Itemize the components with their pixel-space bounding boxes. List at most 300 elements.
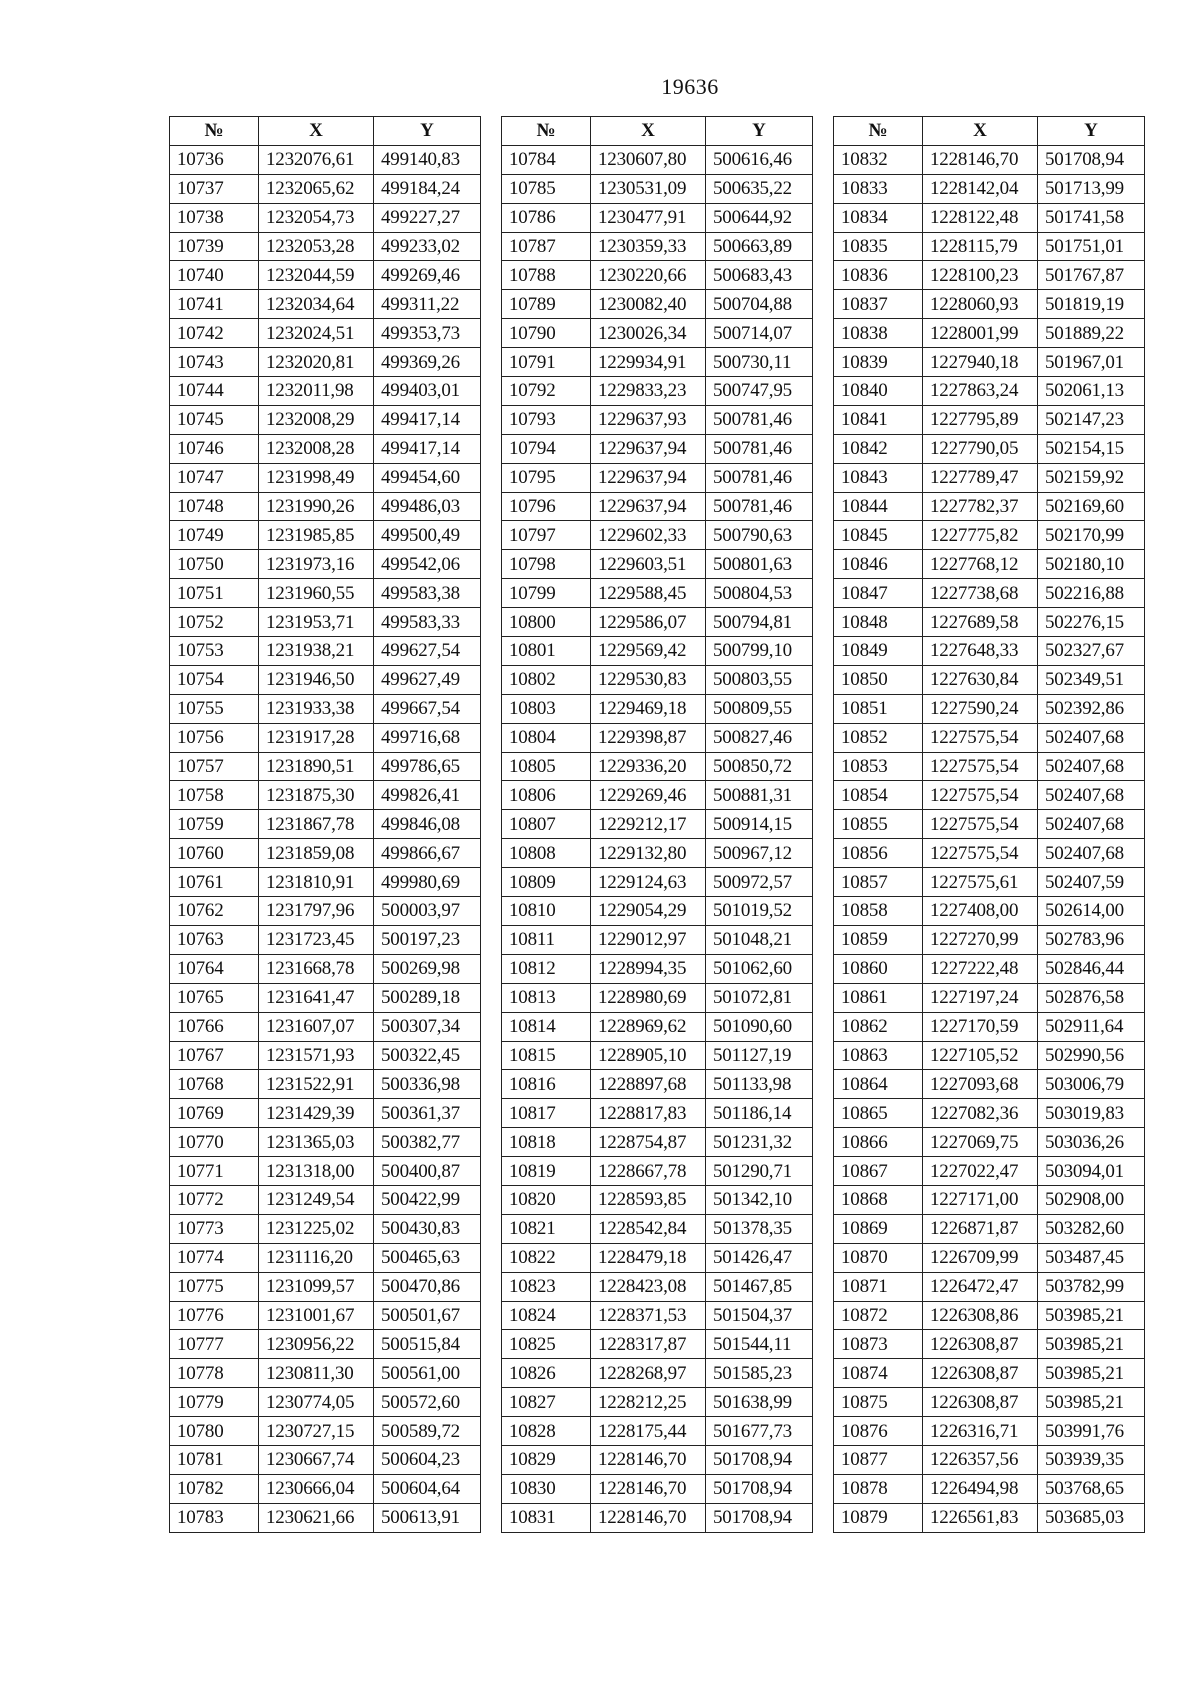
- point-number: 10767: [170, 1041, 259, 1070]
- x-coordinate: 1226308,87: [923, 1388, 1038, 1417]
- y-coordinate: 500914,15: [706, 810, 813, 839]
- x-coordinate: 1228142,04: [923, 174, 1038, 203]
- y-coordinate: 501889,22: [1038, 319, 1145, 348]
- table-row: [170, 463, 481, 492]
- x-coordinate: 1229124,63: [591, 868, 706, 897]
- y-coordinate: 499184,24: [374, 174, 481, 203]
- point-number: 10862: [834, 1012, 923, 1041]
- x-coordinate: 1230956,22: [259, 1330, 374, 1359]
- table-row: [170, 521, 481, 550]
- header-x: X: [259, 117, 374, 146]
- x-coordinate: 1230727,15: [259, 1417, 374, 1446]
- point-number: 10766: [170, 1012, 259, 1041]
- y-coordinate: 500967,12: [706, 839, 813, 868]
- y-coordinate: 499583,38: [374, 579, 481, 608]
- table-row: [502, 261, 813, 290]
- x-coordinate: 1231867,78: [259, 810, 374, 839]
- y-coordinate: 501048,21: [706, 925, 813, 954]
- point-number: 10844: [834, 492, 923, 521]
- point-number: 10864: [834, 1070, 923, 1099]
- y-coordinate: 500881,31: [706, 781, 813, 810]
- point-number: 10779: [170, 1388, 259, 1417]
- point-number: 10874: [834, 1359, 923, 1388]
- point-number: 10855: [834, 810, 923, 839]
- x-coordinate: 1228001,99: [923, 319, 1038, 348]
- y-coordinate: 500561,00: [374, 1359, 481, 1388]
- point-number: 10788: [502, 261, 591, 290]
- point-number: 10756: [170, 723, 259, 752]
- point-number: 10850: [834, 665, 923, 694]
- x-coordinate: 1227408,00: [923, 897, 1038, 926]
- y-coordinate: 500781,46: [706, 434, 813, 463]
- table-row: [170, 1445, 481, 1474]
- header-number: №: [502, 117, 591, 146]
- y-coordinate: 501713,99: [1038, 174, 1145, 203]
- y-coordinate: 502783,96: [1038, 925, 1145, 954]
- y-coordinate: 499353,73: [374, 319, 481, 348]
- y-coordinate: 503094,01: [1038, 1157, 1145, 1186]
- table-row: [834, 665, 1145, 694]
- point-number: 10863: [834, 1041, 923, 1070]
- table-row: [834, 1272, 1145, 1301]
- point-number: 10813: [502, 983, 591, 1012]
- page-number: 19636: [661, 74, 719, 99]
- table-header-row: [834, 117, 1145, 146]
- point-number: 10744: [170, 377, 259, 406]
- x-coordinate: 1228146,70: [923, 145, 1038, 174]
- x-coordinate: 1227575,54: [923, 752, 1038, 781]
- point-number: 10803: [502, 694, 591, 723]
- y-coordinate: 499627,54: [374, 637, 481, 666]
- y-coordinate: 502846,44: [1038, 954, 1145, 983]
- y-coordinate: 501342,10: [706, 1185, 813, 1214]
- table-row: [170, 1070, 481, 1099]
- header-x: X: [591, 117, 706, 146]
- table-row: [834, 810, 1145, 839]
- y-coordinate: 501819,19: [1038, 290, 1145, 319]
- x-coordinate: 1227590,24: [923, 694, 1038, 723]
- y-coordinate: 502392,86: [1038, 694, 1145, 723]
- x-coordinate: 1231859,08: [259, 839, 374, 868]
- y-coordinate: 499826,41: [374, 781, 481, 810]
- x-coordinate: 1228175,44: [591, 1417, 706, 1446]
- y-coordinate: 500430,83: [374, 1214, 481, 1243]
- point-number: 10818: [502, 1128, 591, 1157]
- y-coordinate: 501231,32: [706, 1128, 813, 1157]
- point-number: 10783: [170, 1503, 259, 1532]
- x-coordinate: 1228268,97: [591, 1359, 706, 1388]
- x-coordinate: 1227170,59: [923, 1012, 1038, 1041]
- y-coordinate: 499454,60: [374, 463, 481, 492]
- table-row: [170, 694, 481, 723]
- y-coordinate: 502911,64: [1038, 1012, 1145, 1041]
- y-coordinate: 502180,10: [1038, 550, 1145, 579]
- y-coordinate: 503985,21: [1038, 1301, 1145, 1330]
- point-number: 10758: [170, 781, 259, 810]
- y-coordinate: 502876,58: [1038, 983, 1145, 1012]
- point-number: 10736: [170, 145, 259, 174]
- point-number: 10796: [502, 492, 591, 521]
- table-row: [170, 1012, 481, 1041]
- y-coordinate: 500003,97: [374, 897, 481, 926]
- point-number: 10839: [834, 348, 923, 377]
- y-coordinate: 502407,59: [1038, 868, 1145, 897]
- x-coordinate: 1231990,26: [259, 492, 374, 521]
- point-number: 10811: [502, 925, 591, 954]
- point-number: 10746: [170, 434, 259, 463]
- x-coordinate: 1228100,23: [923, 261, 1038, 290]
- x-coordinate: 1229336,20: [591, 752, 706, 781]
- point-number: 10797: [502, 521, 591, 550]
- point-number: 10853: [834, 752, 923, 781]
- y-coordinate: 499980,69: [374, 868, 481, 897]
- header-y: Y: [374, 117, 481, 146]
- y-coordinate: 501019,52: [706, 897, 813, 926]
- table-row: [170, 1301, 481, 1330]
- table-row: [170, 319, 481, 348]
- x-coordinate: 1228980,69: [591, 983, 706, 1012]
- y-coordinate: 503282,60: [1038, 1214, 1145, 1243]
- point-number: 10861: [834, 983, 923, 1012]
- table-header-row: [170, 117, 481, 146]
- table-row: [834, 839, 1145, 868]
- y-coordinate: 501708,94: [1038, 145, 1145, 174]
- x-coordinate: 1228146,70: [591, 1474, 706, 1503]
- x-coordinate: 1228969,62: [591, 1012, 706, 1041]
- table-row: [834, 608, 1145, 637]
- table-row: [834, 925, 1145, 954]
- y-coordinate: 503768,65: [1038, 1474, 1145, 1503]
- x-coordinate: 1226709,99: [923, 1243, 1038, 1272]
- x-coordinate: 1226357,56: [923, 1445, 1038, 1474]
- table-row: [834, 1301, 1145, 1330]
- point-number: 10836: [834, 261, 923, 290]
- point-number: 10854: [834, 781, 923, 810]
- point-number: 10851: [834, 694, 923, 723]
- table-row: [502, 1070, 813, 1099]
- point-number: 10753: [170, 637, 259, 666]
- table-row: [170, 550, 481, 579]
- table-row: [834, 319, 1145, 348]
- y-coordinate: 501127,19: [706, 1041, 813, 1070]
- y-coordinate: 501062,60: [706, 954, 813, 983]
- point-number: 10737: [170, 174, 259, 203]
- point-number: 10825: [502, 1330, 591, 1359]
- coordinate-tables: [169, 116, 1145, 1533]
- point-number: 10750: [170, 550, 259, 579]
- table-row: [834, 1503, 1145, 1532]
- x-coordinate: 1226494,98: [923, 1474, 1038, 1503]
- x-coordinate: 1230477,91: [591, 203, 706, 232]
- table-row: [170, 1417, 481, 1446]
- y-coordinate: 499866,67: [374, 839, 481, 868]
- point-number: 10743: [170, 348, 259, 377]
- table-row: [170, 665, 481, 694]
- x-coordinate: 1231917,28: [259, 723, 374, 752]
- table-row: [834, 290, 1145, 319]
- x-coordinate: 1232024,51: [259, 319, 374, 348]
- table-row: [502, 1445, 813, 1474]
- table-row: [170, 348, 481, 377]
- x-coordinate: 1226472,47: [923, 1272, 1038, 1301]
- x-coordinate: 1231571,93: [259, 1041, 374, 1070]
- table-row: [170, 261, 481, 290]
- y-coordinate: 503685,03: [1038, 1503, 1145, 1532]
- table-row: [170, 637, 481, 666]
- y-coordinate: 500616,46: [706, 145, 813, 174]
- point-number: 10869: [834, 1214, 923, 1243]
- table-body: [170, 145, 481, 1532]
- x-coordinate: 1227789,47: [923, 463, 1038, 492]
- y-coordinate: 500322,45: [374, 1041, 481, 1070]
- table-row: [834, 868, 1145, 897]
- table-row: [502, 810, 813, 839]
- x-coordinate: 1232076,61: [259, 145, 374, 174]
- x-coordinate: 1226871,87: [923, 1214, 1038, 1243]
- table-row: [834, 1474, 1145, 1503]
- x-coordinate: 1229132,80: [591, 839, 706, 868]
- point-number: 10805: [502, 752, 591, 781]
- point-number: 10795: [502, 463, 591, 492]
- x-coordinate: 1228423,08: [591, 1272, 706, 1301]
- y-coordinate: 500809,55: [706, 694, 813, 723]
- table-row: [170, 290, 481, 319]
- point-number: 10785: [502, 174, 591, 203]
- y-coordinate: 499233,02: [374, 232, 481, 261]
- x-coordinate: 1230666,04: [259, 1474, 374, 1503]
- x-coordinate: 1231998,49: [259, 463, 374, 492]
- table-row: [502, 434, 813, 463]
- y-coordinate: 499417,14: [374, 405, 481, 434]
- point-number: 10762: [170, 897, 259, 926]
- point-number: 10773: [170, 1214, 259, 1243]
- x-coordinate: 1227105,52: [923, 1041, 1038, 1070]
- x-coordinate: 1229054,29: [591, 897, 706, 926]
- x-coordinate: 1227795,89: [923, 405, 1038, 434]
- y-coordinate: 500803,55: [706, 665, 813, 694]
- table-row: [834, 1445, 1145, 1474]
- table-row: [834, 723, 1145, 752]
- x-coordinate: 1231933,38: [259, 694, 374, 723]
- point-number: 10739: [170, 232, 259, 261]
- y-coordinate: 501767,87: [1038, 261, 1145, 290]
- y-coordinate: 501186,14: [706, 1099, 813, 1128]
- x-coordinate: 1228754,87: [591, 1128, 706, 1157]
- point-number: 10801: [502, 637, 591, 666]
- point-number: 10748: [170, 492, 259, 521]
- y-coordinate: 502908,00: [1038, 1185, 1145, 1214]
- point-number: 10776: [170, 1301, 259, 1330]
- x-coordinate: 1231249,54: [259, 1185, 374, 1214]
- point-number: 10761: [170, 868, 259, 897]
- x-coordinate: 1230220,66: [591, 261, 706, 290]
- x-coordinate: 1227171,00: [923, 1185, 1038, 1214]
- y-coordinate: 502216,88: [1038, 579, 1145, 608]
- point-number: 10860: [834, 954, 923, 983]
- point-number: 10846: [834, 550, 923, 579]
- y-coordinate: 502147,23: [1038, 405, 1145, 434]
- point-number: 10807: [502, 810, 591, 839]
- y-coordinate: 501967,01: [1038, 348, 1145, 377]
- point-number: 10814: [502, 1012, 591, 1041]
- table-row: [502, 839, 813, 868]
- y-coordinate: 500604,23: [374, 1445, 481, 1474]
- point-number: 10849: [834, 637, 923, 666]
- table-row: [170, 1272, 481, 1301]
- y-coordinate: 499403,01: [374, 377, 481, 406]
- table-row: [834, 434, 1145, 463]
- x-coordinate: 1229012,97: [591, 925, 706, 954]
- table-header-row: [502, 117, 813, 146]
- table-row: [170, 1388, 481, 1417]
- table-row: [834, 897, 1145, 926]
- y-coordinate: 501708,94: [706, 1474, 813, 1503]
- x-coordinate: 1230082,40: [591, 290, 706, 319]
- x-coordinate: 1229212,17: [591, 810, 706, 839]
- x-coordinate: 1231960,55: [259, 579, 374, 608]
- y-coordinate: 501708,94: [706, 1503, 813, 1532]
- point-number: 10757: [170, 752, 259, 781]
- point-number: 10755: [170, 694, 259, 723]
- table-row: [834, 550, 1145, 579]
- point-number: 10848: [834, 608, 923, 637]
- header-x: X: [923, 117, 1038, 146]
- table-row: [502, 232, 813, 261]
- y-coordinate: 500747,95: [706, 377, 813, 406]
- point-number: 10820: [502, 1185, 591, 1214]
- table-row: [834, 954, 1145, 983]
- x-coordinate: 1227775,82: [923, 521, 1038, 550]
- table-row: [502, 1157, 813, 1186]
- y-coordinate: 501677,73: [706, 1417, 813, 1446]
- y-coordinate: 502169,60: [1038, 492, 1145, 521]
- table-row: [170, 608, 481, 637]
- table-row: [502, 203, 813, 232]
- y-coordinate: 499627,49: [374, 665, 481, 694]
- table-row: [502, 868, 813, 897]
- x-coordinate: 1228667,78: [591, 1157, 706, 1186]
- x-coordinate: 1231985,85: [259, 521, 374, 550]
- table-row: [502, 174, 813, 203]
- y-coordinate: 500465,63: [374, 1243, 481, 1272]
- y-coordinate: 499140,83: [374, 145, 481, 174]
- table-body: [834, 145, 1145, 1532]
- table-row: [170, 232, 481, 261]
- y-coordinate: 500644,92: [706, 203, 813, 232]
- table-row: [834, 377, 1145, 406]
- table-row: [834, 1359, 1145, 1388]
- x-coordinate: 1227022,47: [923, 1157, 1038, 1186]
- table-row: [502, 983, 813, 1012]
- x-coordinate: 1227197,24: [923, 983, 1038, 1012]
- y-coordinate: 501290,71: [706, 1157, 813, 1186]
- y-coordinate: 500269,98: [374, 954, 481, 983]
- point-number: 10792: [502, 377, 591, 406]
- x-coordinate: 1226308,87: [923, 1359, 1038, 1388]
- coordinate-table-3: [833, 116, 1145, 1533]
- table-row: [170, 405, 481, 434]
- point-number: 10831: [502, 1503, 591, 1532]
- x-coordinate: 1228479,18: [591, 1243, 706, 1272]
- x-coordinate: 1227270,99: [923, 925, 1038, 954]
- x-coordinate: 1231429,39: [259, 1099, 374, 1128]
- y-coordinate: 503985,21: [1038, 1359, 1145, 1388]
- point-number: 10798: [502, 550, 591, 579]
- point-number: 10822: [502, 1243, 591, 1272]
- point-number: 10823: [502, 1272, 591, 1301]
- table-row: [834, 1012, 1145, 1041]
- table-row: [502, 1243, 813, 1272]
- point-number: 10786: [502, 203, 591, 232]
- y-coordinate: 500663,89: [706, 232, 813, 261]
- y-coordinate: 501072,81: [706, 983, 813, 1012]
- table-row: [834, 1099, 1145, 1128]
- table-row: [502, 319, 813, 348]
- y-coordinate: 502327,67: [1038, 637, 1145, 666]
- x-coordinate: 1228115,79: [923, 232, 1038, 261]
- x-coordinate: 1227790,05: [923, 434, 1038, 463]
- y-coordinate: 501090,60: [706, 1012, 813, 1041]
- y-coordinate: 501133,98: [706, 1070, 813, 1099]
- point-number: 10751: [170, 579, 259, 608]
- point-number: 10873: [834, 1330, 923, 1359]
- y-coordinate: 501544,11: [706, 1330, 813, 1359]
- x-coordinate: 1229269,46: [591, 781, 706, 810]
- point-number: 10759: [170, 810, 259, 839]
- y-coordinate: 502407,68: [1038, 752, 1145, 781]
- y-coordinate: 499311,22: [374, 290, 481, 319]
- y-coordinate: 499846,08: [374, 810, 481, 839]
- point-number: 10827: [502, 1388, 591, 1417]
- y-coordinate: 500704,88: [706, 290, 813, 319]
- y-coordinate: 500714,07: [706, 319, 813, 348]
- point-number: 10790: [502, 319, 591, 348]
- table-row: [834, 694, 1145, 723]
- y-coordinate: 500794,81: [706, 608, 813, 637]
- point-number: 10842: [834, 434, 923, 463]
- x-coordinate: 1231607,07: [259, 1012, 374, 1041]
- y-coordinate: 500781,46: [706, 405, 813, 434]
- y-coordinate: 502061,13: [1038, 377, 1145, 406]
- table-row: [502, 1041, 813, 1070]
- x-coordinate: 1226308,87: [923, 1330, 1038, 1359]
- table-row: [170, 954, 481, 983]
- point-number: 10752: [170, 608, 259, 637]
- point-number: 10841: [834, 405, 923, 434]
- x-coordinate: 1228817,83: [591, 1099, 706, 1128]
- x-coordinate: 1227575,54: [923, 723, 1038, 752]
- table-row: [834, 261, 1145, 290]
- table-row: [502, 1503, 813, 1532]
- table-row: [502, 1301, 813, 1330]
- y-coordinate: 499369,26: [374, 348, 481, 377]
- table-row: [834, 1041, 1145, 1070]
- x-coordinate: 1227093,68: [923, 1070, 1038, 1099]
- x-coordinate: 1231365,03: [259, 1128, 374, 1157]
- x-coordinate: 1231641,47: [259, 983, 374, 1012]
- table-row: [502, 781, 813, 810]
- point-number: 10763: [170, 925, 259, 954]
- x-coordinate: 1228542,84: [591, 1214, 706, 1243]
- y-coordinate: 503006,79: [1038, 1070, 1145, 1099]
- x-coordinate: 1231946,50: [259, 665, 374, 694]
- table-row: [502, 752, 813, 781]
- x-coordinate: 1227738,68: [923, 579, 1038, 608]
- x-coordinate: 1226308,86: [923, 1301, 1038, 1330]
- point-number: 10826: [502, 1359, 591, 1388]
- table-row: [502, 723, 813, 752]
- y-coordinate: 499716,68: [374, 723, 481, 752]
